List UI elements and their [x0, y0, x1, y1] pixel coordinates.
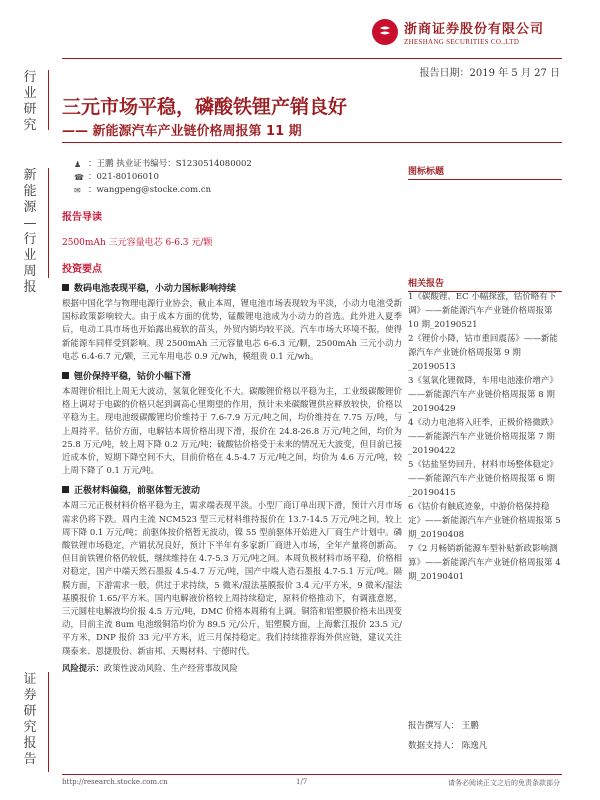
bullet-heading — [62, 281, 402, 294]
related-report-item[interactable]: 3《氢氧化锂微降，车用电池涨价增产》——新能源汽车产业链价格周报第 8 期_20190429 — [408, 376, 558, 414]
related-reports-list — [408, 290, 562, 584]
side-divider-bottom — [48, 672, 49, 772]
bullet-title: 数码电池表现平稳，小动力国标影响持续 — [74, 284, 237, 294]
title-divider — [62, 142, 562, 143]
contact-phone — [74, 171, 252, 184]
related-report-item[interactable]: 5《钴盐坚势回升，材料市场整体稳定》——新能源汽车产业链价格周报第 6 期_20190415 — [408, 460, 558, 498]
bullet-title: 正极材料偏稳，前驱体暂无波动 — [74, 486, 201, 497]
risk-text: 政策性波动风险、生产经营事故风险 — [103, 662, 238, 673]
figure-label: 图标标题 — [408, 164, 562, 180]
related-report-item[interactable]: 1《碳酸锂、EC 小幅探涨，钴价略有下调》——新能源汽车产业链价格周报第 10 期_20190521 — [408, 292, 557, 330]
bullet-paragraph: 根据中国化学与物理电源行业协会，截止本周，锂电池市场表现较为平淡，小动力电池受新国标政策影响较大。由于成本方面的优势，锰酸锂电池成为小动力的首选。此外进入夏季后，电动工具市场也开始露出疲软的苗头，外贸内销均较平淡。汽车市场大环境不振，使得新能源车同样受到影响。现 2500mAh 三元容量电芯 6-6.3 元/颗，2500mAh 三元小动力电芯 6.4-6.7 元/颗，三元车用电芯 0.9 元/wh，模组贵 0.1 元/wh。 — [62, 298, 402, 361]
guide-heading: 报告导读 — [62, 212, 102, 223]
person-icon: ♟ — [74, 160, 82, 169]
contact-email — [74, 184, 252, 197]
header-divider — [62, 58, 562, 59]
logo-mark-icon — [372, 19, 398, 45]
email-icon: ✉ — [74, 186, 81, 195]
footer-divider — [62, 774, 562, 775]
side-label-industry-research: 行业研究 — [23, 70, 37, 133]
phone-icon: ☎ — [74, 173, 84, 182]
risk-label: 风险提示： — [62, 662, 104, 673]
report-author: 报告撰写人： 王鹏 — [408, 721, 479, 731]
square-bullet-icon — [62, 372, 69, 379]
bullet-heading — [62, 483, 402, 496]
square-bullet-icon — [62, 284, 69, 291]
report-date: 报告日期：2019 年 5 月 27 日 — [419, 68, 560, 79]
main-content — [62, 208, 402, 675]
email-address[interactable]: ：wangpeng@stocke.com.cn — [88, 185, 212, 195]
company-name-cn: 浙商证券股份有限公司 — [404, 22, 545, 37]
related-report-item[interactable]: 7《2 月畅销新能源车型补贴新政影响测算》——新能源汽车产业链价格周报第 4 期_20190401 — [408, 544, 561, 582]
side-divider-middle — [48, 168, 49, 278]
disclaimer-note: 请务必阅读正文之后的免责条款部分 — [448, 779, 560, 787]
bullet-title: 锂价保持平稳，钴价小幅下滑 — [74, 372, 192, 383]
side-label-industry-weekly: 新能源—行业周报 — [23, 168, 37, 295]
company-logo — [372, 14, 562, 50]
page-title: 三元市场平稳，磷酸铁锂产销良好 — [62, 96, 348, 118]
analyst-info: ：王鹏 执业证书编号：S1230514080002 — [88, 159, 252, 169]
data-support: 数据支持人： 陈逸凡 — [408, 741, 488, 751]
report-authors — [408, 716, 487, 756]
footer-url[interactable]: http://research.stocke.com.cn — [62, 778, 168, 786]
square-bullet-icon — [62, 486, 69, 493]
related-report-item[interactable]: 6《钴价有触底迹象，中游价格保持稳定》——新能源汽车产业链价格周报第 5 期_20190408 — [408, 502, 561, 540]
contact-block — [74, 158, 252, 197]
contact-analyst — [74, 158, 252, 171]
bullet-paragraph: 本周锂价相比上周无大波动，氢氧化锂变化不大。碳酸锂价格以平稳为主，工业级碳酸锂价格上调对于电碳的价格只起到调高心里期望的作用，预计未来碳酸锂供应释放较快，价格以平稳为主。现电池级碳酸锂均价维持于 7.6-7.9 万元/吨之间，均价维持在 7.75 万/吨，与上周持平。钴价方面，电解钴本周价格出现下滑，报价在 24.8-26.8 万元/吨之间，均价为 25.8 万元/吨，较上周下降 0.2 万元/吨；硫酸钴价格受于未来的情况无大波变，但目前已接近成本价，短期下降空间不大，目前价格在 4.5-4.7 万元/吨之间，均价为 4.6 万元/吨，较上周下降了 0.1 万元/吨。 — [62, 386, 402, 476]
guide-text: 2500mAh 三元容量电芯 6-6.3 元/颗 — [62, 238, 213, 248]
bullet-paragraph: 本周三元正极材料价格平稳为主，需求端表现平淡。小型厂商订单出现下滑，预计六月市场需求仍将下跌。周内主流 NCM523 型三元材料维持报价在 13.7-14.5 万元/吨之间，较上周下降 0.1 万元/吨；前驱体按价格暂无波动，镍 55 型前驱体开始进入厂商生产计划中。磷酸铁锂市场稳定，产销状况良好，预计下半年有多家新厂商进入市场，全年产量将创新高。但目前铁锂价格仍较低，继续维持在 4.7-5.3 万元/吨之间。本周负极材料市场平稳，价格相对稳定，国产中端天然石墨报 4.5-4.7 万元/吨，国产中端人造石墨报 4.7-5.1 万元/吨。隔膜方面，下游需求一般，供过于求持续，5 微米/湿法基膜报价 3.4 元/平方米，9 微米/湿法基膜报价 1.65/平方米。国内电解液价格较上周持续稳定，原料价格推动下，有调涨意愿，三元圆柱电解液均价报 4.5 万元/吨，DMC 价格本周稍有上调。铜箔和铝塑膜价格未出现变动，目前主流 8um 电池级铜箔均价为 89.5 元/公斤，铝塑膜方面，上海紫江报价 23.5 元/平方米，DNP 报价 33 元/平方米，近三月保持稳定。我们持续推荐海外供应链，建议关注璞泰来、恩捷股份、新宙邦、天赐材料、宁德时代。 — [62, 500, 402, 656]
related-report-item[interactable]: 2《锂价小降，钴市重回震荡》——新能源汽车产业链价格周报第 9 期_20190513 — [408, 334, 558, 372]
related-reports-heading: 相关报告 — [408, 276, 562, 292]
risk-note — [62, 662, 402, 675]
key-points-heading: 投资要点 — [62, 264, 102, 275]
side-label-research-report: 证券研究报告 — [23, 672, 37, 767]
company-name-en: ZHESHANG SECURITIES CO.,LTD — [404, 38, 520, 46]
page-subtitle: —— 新能源汽车产业链价格周报第 11 期 — [62, 124, 302, 139]
phone-number: ：021-80106010 — [88, 172, 159, 182]
page-number: 1/7 — [296, 778, 308, 786]
related-report-item[interactable]: 4《动力电池将入旺季，正极价格微跌》——新能源汽车产业链价格周报第 7 期_20190422 — [408, 418, 558, 456]
bullet-heading — [62, 369, 402, 382]
side-divider-top — [48, 70, 49, 130]
